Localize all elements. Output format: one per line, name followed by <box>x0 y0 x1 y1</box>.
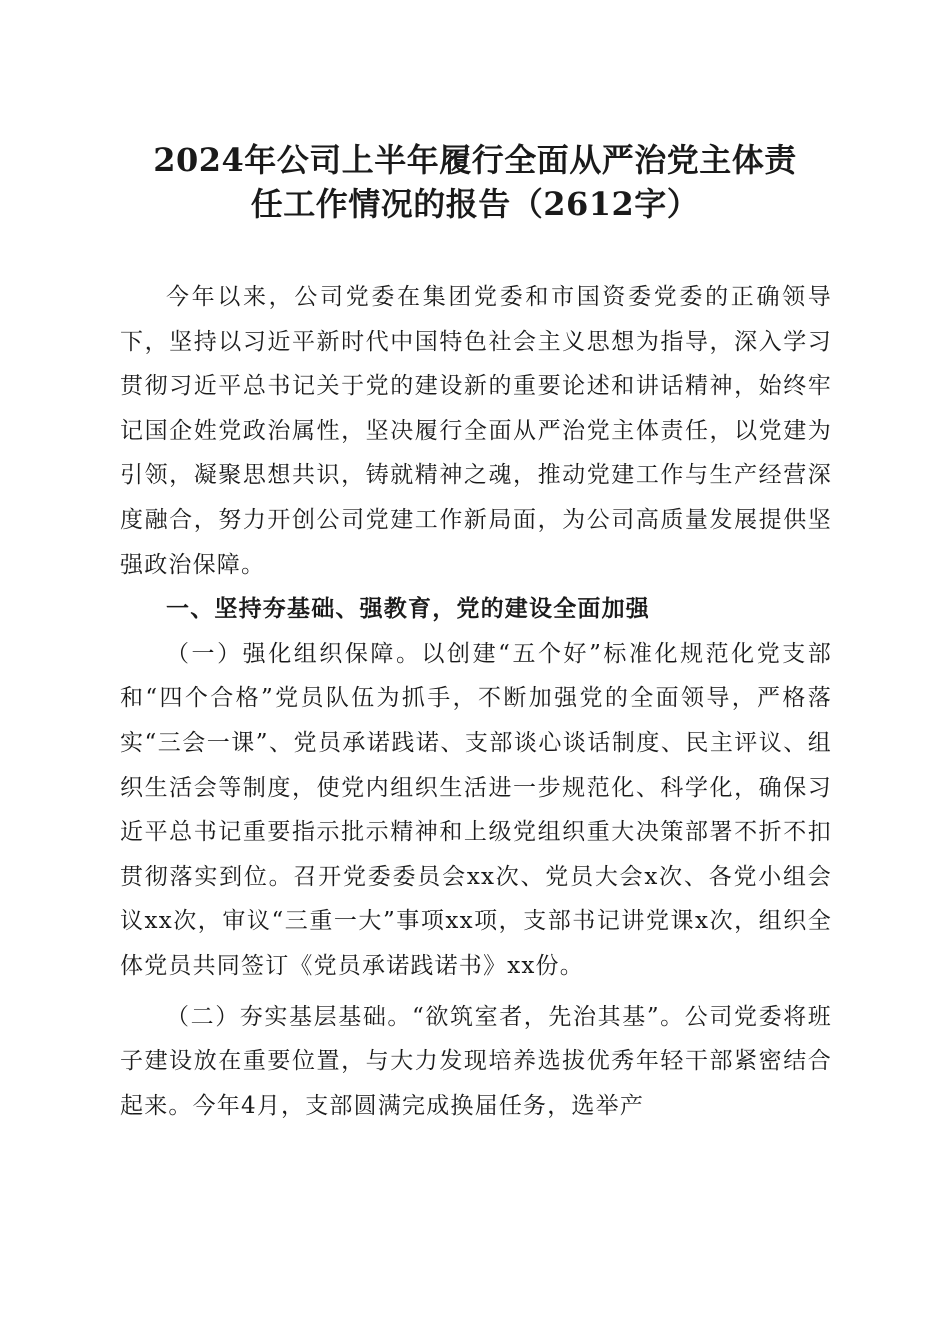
item-paragraph-1 <box>120 632 832 989</box>
item-text-1: 以创建“五个好”标准化规范化党支部和“四个合格”党员队伍为抓手，不断加强党的全面领导，严格落实“三会一课”、党员承诺践诺、支部谈心谈话制度、民主评议、组织生活会等制度，使党内组织生活进一步规范化、科学化，确保习近平总书记重要指示批示精神和上级党组织重大决策部署不折不扣贯彻落实到位。召开党委委员会xx次、党员大会x次、各党小组会议xx次，审议“三重一大”事项xx项，支部书记讲党课x次，组织全体党员共同签订《党员承诺践诺书》xx份。 <box>120 640 833 979</box>
document-title <box>120 138 830 226</box>
section-heading-1: 一、坚持夯基础、强教育，党的建设全面加强 <box>166 595 650 623</box>
item-heading-1: （一）强化组织保障。 <box>166 640 422 667</box>
item-paragraph-2 <box>120 995 832 1129</box>
title-line-2: 任工作情况的报告（2612字） <box>250 185 700 223</box>
title-line-1: 2024年公司上半年履行全面从严治党主体责 <box>153 141 797 179</box>
item-heading-2: （二）夯实基层基础。 <box>166 1003 413 1030</box>
item-text-2: “欲筑室者，先治其基”。公司党委将班子建设放在重要位置，与大力发现培养选拔优秀年轻干部紧密结合起来。今年4月，支部圆满完成换届任务，选举产 <box>120 1003 832 1119</box>
document-body <box>120 275 832 1128</box>
intro-paragraph: 今年以来，公司党委在集团党委和市国资委党委的正确领导下，坚持以习近平新时代中国特色社会主义思想为指导，深入学习贯彻习近平总书记关于党的建设新的重要论述和讲话精神，始终牢记国企姓党政治属性，坚决履行全面从严治党主体责任，以党建为引领，凝聚思想共识，铸就精神之魂，推动党建工作与生产经营深度融合，努力开创公司党建工作新局面，为公司高质量发展提供坚强政治保障。 <box>120 284 832 578</box>
